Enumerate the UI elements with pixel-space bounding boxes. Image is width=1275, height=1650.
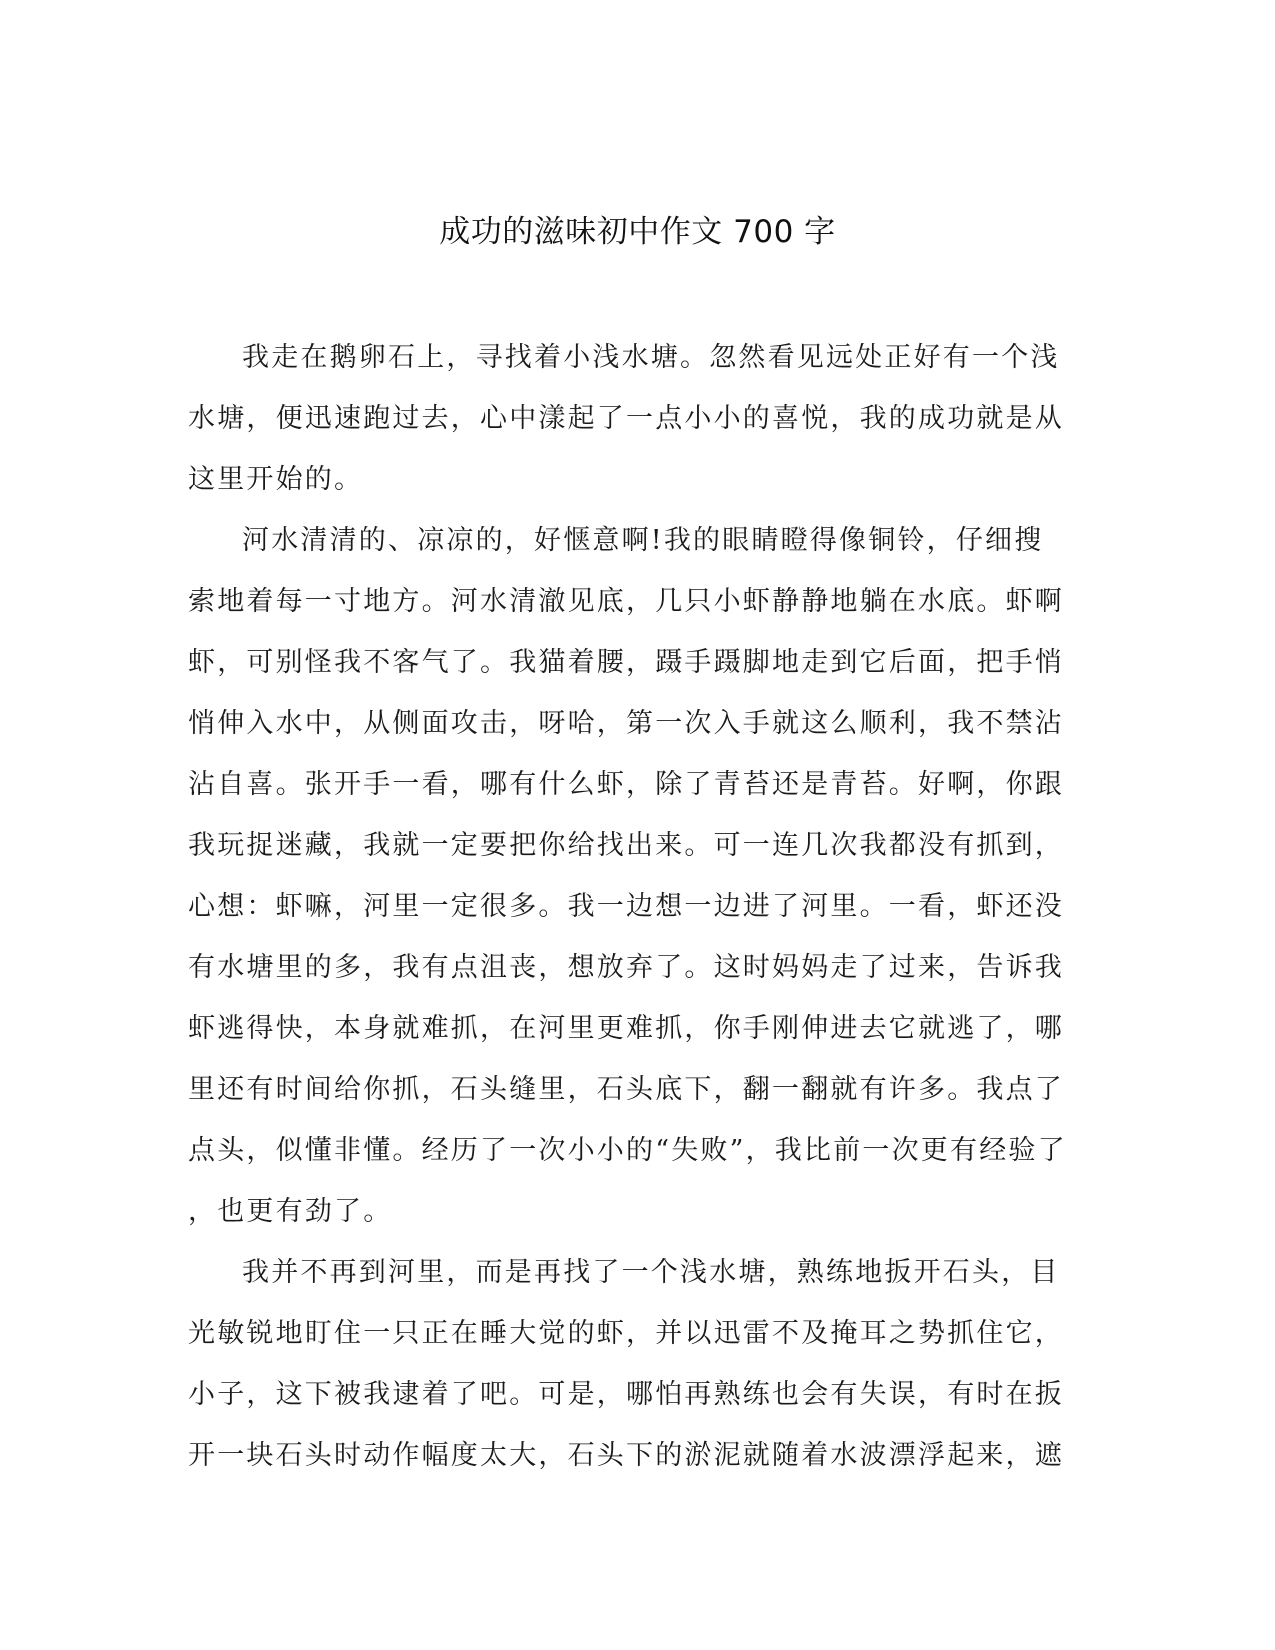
text-line: 索地着每一寸地方。河水清澈见底，几只小虾静静地躺在水底。虾啊	[188, 586, 1064, 617]
text-line: 里还有时间给你抓，石头缝里，石头底下，翻一翻就有许多。我点了	[188, 1074, 1064, 1105]
document-body	[188, 327, 1068, 1486]
text-line: 虾，可别怪我不客气了。我猫着腰，蹑手蹑脚地走到它后面，把手悄	[188, 647, 1064, 678]
text-line: 开一块石头时动作幅度太大，石头下的淤泥就随着水波漂浮起来，遮	[188, 1440, 1064, 1471]
text-line: 我走在鹅卵石上，寻找着小浅水塘。忽然看见远处正好有一个浅	[242, 342, 1060, 373]
text-line: 我玩捉迷藏，我就一定要把你给找出来。可一连几次我都没有抓到，	[188, 830, 1064, 861]
text-line: 心想：虾嘛，河里一定很多。我一边想一边进了河里。一看，虾还没	[188, 891, 1064, 922]
paragraph-1	[188, 327, 1068, 510]
text-line: 虾逃得快，本身就难抓，在河里更难抓，你手刚伸进去它就逃了，哪	[188, 1013, 1064, 1044]
text-line: 这里开始的。	[188, 464, 364, 495]
text-line: ，也更有劲了。	[188, 1196, 393, 1227]
text-line: 沾自喜。张开手一看，哪有什么虾，除了青苔还是青苔。好啊，你跟	[188, 769, 1064, 800]
text-line: 悄伸入水中，从侧面攻击，呀哈，第一次入手就这么顺利，我不禁沾	[188, 708, 1064, 739]
text-line: 小子，这下被我逮着了吧。可是，哪怕再熟练也会有失误，有时在扳	[188, 1379, 1064, 1410]
text-line: 点头，似懂非懂。经历了一次小小的“失败”，我比前一次更有经验了	[188, 1135, 1067, 1166]
paragraph-3	[188, 1242, 1068, 1486]
text-line: 水塘，便迅速跑过去，心中漾起了一点小小的喜悦，我的成功就是从	[188, 403, 1064, 434]
text-line: 光敏锐地盯住一只正在睡大觉的虾，并以迅雷不及掩耳之势抓住它，	[188, 1318, 1064, 1349]
text-line: 有水塘里的多，我有点沮丧，想放弃了。这时妈妈走了过来，告诉我	[188, 952, 1064, 983]
text-line: 我并不再到河里，而是再找了一个浅水塘，熟练地扳开石头，目	[242, 1257, 1060, 1288]
paragraph-2	[188, 510, 1068, 1242]
text-line: 河水清清的、凉凉的，好惬意啊!我的眼睛瞪得像铜铃，仔细搜	[242, 525, 1044, 556]
document-title: 成功的滋味初中作文 700 字	[439, 214, 836, 250]
